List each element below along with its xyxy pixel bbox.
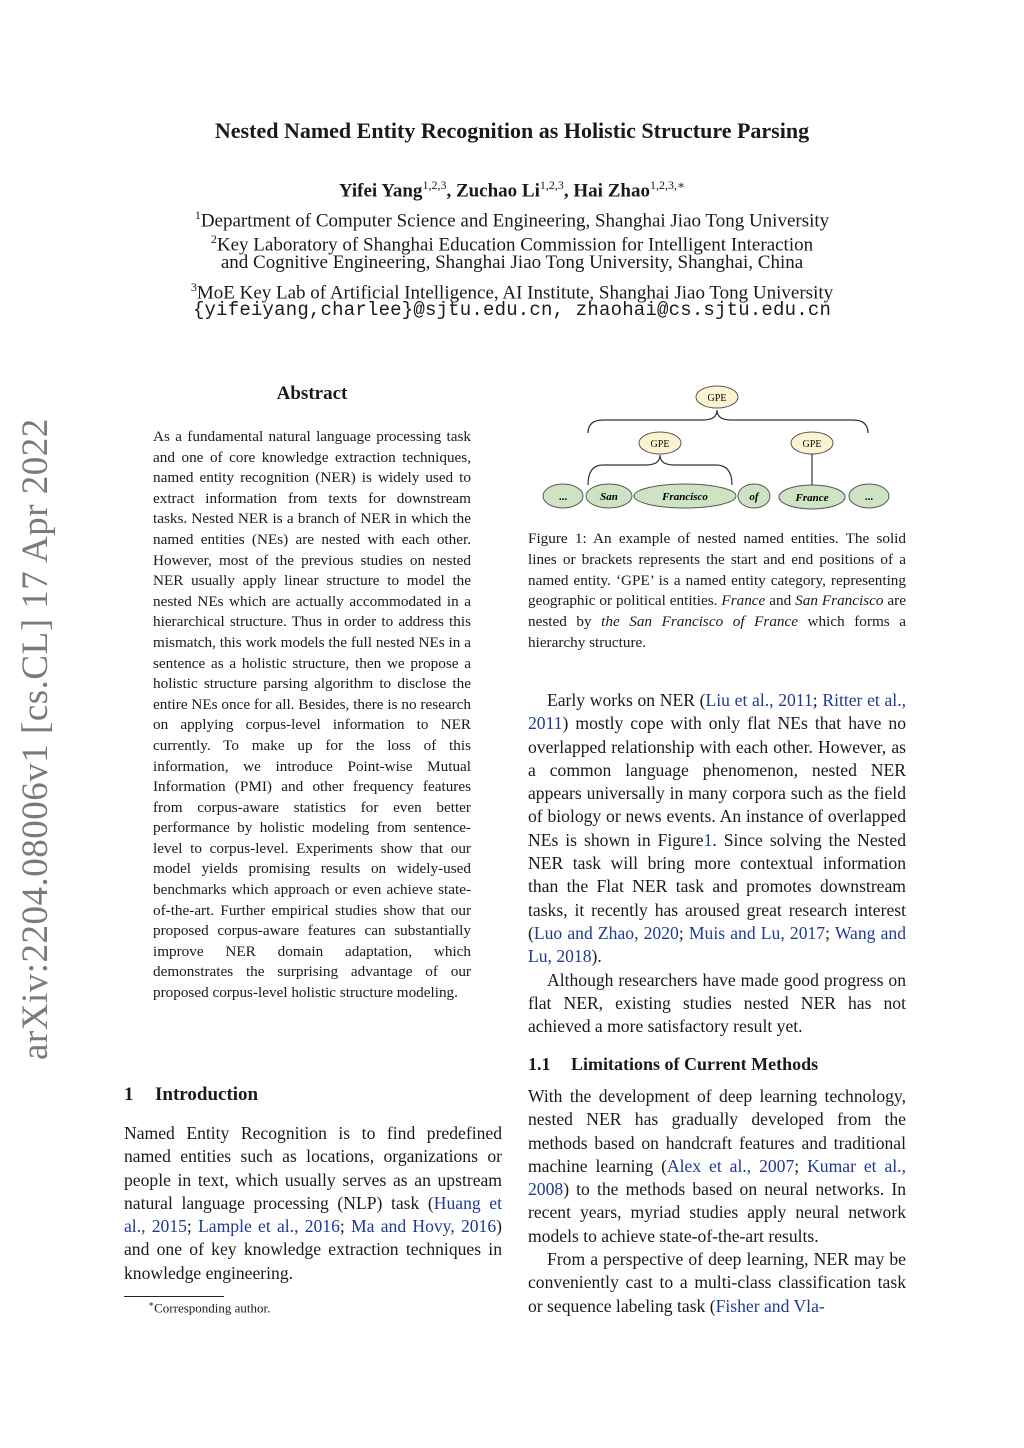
body-paragraph: With the development of deep learning technology, nested NER has gradually developed from the methods based on handcraft features and traditional machine learning (Alex et al., 2007; Kumar et al., 2008) to the methods based on neural networks. In recent years, myriad studies apply neural network models to achieve state-of-the-art results. <box>528 1086 906 1246</box>
arxiv-identifier: arXiv:2204.08006v1 [cs.CL] 17 Apr 2022 <box>15 418 56 1060</box>
affiliation-line: and Cognitive Engineering, Shanghai Jiao Tong University, Shanghai, China <box>220 252 804 273</box>
body-paragraph: From a perspective of deep learning, NER may be conveniently cast to a multi-class classification task or sequence labeling task (Fisher and Vla- <box>528 1249 906 1316</box>
citation-link[interactable]: Ritter et al., 2011 <box>528 690 906 734</box>
author-name: Hai Zhao <box>573 180 650 202</box>
author-emails: {yifeiyang,charlee}@sjtu.edu.cn, zhaohai@cs.sjtu.edu.cn <box>192 299 832 321</box>
token-label: France <box>795 492 829 504</box>
right-column-text <box>528 689 906 1038</box>
affiliation-line: $^3$MoE Key Lab of Artificial Intelligence, AI Institute, Shanghai Jiao Tong University <box>190 280 834 304</box>
affiliation-line: $^2$Key Laboratory of Shanghai Education Commission for Intelligent Interaction <box>210 232 814 256</box>
abstract-text: As a fundamental natural language processing task and one of core knowledge extraction techniques, named entity recognition (NER) is widely used to extract information from texts for downstream tasks. Nested NER is a branch of NER in which the named entities (NEs) are nested with each other. However, most of the previous studies on nested NER usually apply linear structure to model the nested NEs which are actually accommodated in a hierarchical structure. Thus in order to address this mismatch, this work models the full nested NEs in a sentence as a holistic structure, then we propose a holistic structure parsing algorithm to disclose the entire NEs once for all. Besides, there is no research on applying corpus-level information to NER currently. To make up for the loss of this information, we introduce Point-wise Mutual Information (PMI) and other frequency features from corpus-aware statistics for even better performance by holistic modeling from sentence-level to corpus-level. Experiments show that our model yields promising results on widely-used benchmarks which approach or even achieve state-of-the-art. Further empirical studies show that our proposed corpus-aware features can substantially improve NER domain adaptation, which demonstrates the surprising advantage of our proposed corpus-level holistic structure modeling. <box>153 428 471 1002</box>
abstract-heading: Abstract <box>276 383 348 404</box>
author-affil-marks: 1,2,3,∗ <box>649 178 686 192</box>
token-label: ... <box>558 491 568 503</box>
author-name: Yifei Yang <box>338 180 423 202</box>
citation-link[interactable]: Luo and Zhao, 2020 <box>533 922 679 943</box>
citation-link[interactable]: Liu et al., 2011 <box>705 690 813 710</box>
token-label: San <box>600 491 618 503</box>
figure-nested-entities <box>528 378 908 518</box>
author-affil-marks: 1,2,3 <box>539 178 564 192</box>
figure-ref-link[interactable]: 1 <box>703 829 713 850</box>
footnote-rule <box>124 1296 224 1297</box>
author-list: Yifei Yang$^{1,2,3}$, Zuchao Li$^{1,2,3}$, Hai Zhao$^{1,2,3,∗}$ <box>338 178 686 202</box>
introduction-paragraph: Named Entity Recognition is to find predefined named entities such as locations, organizations or people in text, which usually serves as an upstream natural language processing (NLP) task (Huang et al., 2015; Lample et al., 2016; Ma and Hovy, 2016) and one of key knowledge extraction techniques in knowledge engineering. <box>124 1123 502 1283</box>
brace-top <box>588 410 868 433</box>
token-label: Francisco <box>662 491 708 503</box>
citation-link[interactable]: Wang and Lu, 2018 <box>528 922 906 967</box>
citation-link[interactable]: Kumar et al., 2008 <box>528 1155 906 1200</box>
gpe-label: GPE <box>707 393 727 404</box>
footnote: ∗Corresponding author. <box>148 1299 271 1316</box>
citation-link[interactable]: Fisher and Vla- <box>715 1295 825 1316</box>
subsection-heading: 1.1 Limitations of Current Methods <box>528 1054 819 1074</box>
gpe-label: GPE <box>802 439 822 450</box>
affiliation-line: $^1$Department of Computer Science and Engineering, Shanghai Jiao Tong University <box>194 208 830 232</box>
body-paragraph: Although researchers have made good progress on flat NER, existing studies nested NER has not achieved a more satisfactory result yet. <box>528 969 906 1037</box>
token-label: of <box>749 491 759 503</box>
citation-link[interactable]: Huang et al., 2015 <box>124 1192 502 1237</box>
paper-title: Nested Named Entity Recognition as Holistic Structure Parsing <box>214 118 810 143</box>
figure-caption: Figure 1: An example of nested named entities. The solid lines or brackets represents the start and end positions of a named entity. ‘GPE’ is a named entity category, representing geographic or political entities. France and San Francisco are nested by the San Francisco of France which forms a hierarchy structure. <box>528 530 906 651</box>
citation-link[interactable]: Lample et al., 2016 <box>198 1216 340 1237</box>
author-name: Zuchao Li <box>455 180 540 202</box>
gpe-label: GPE <box>650 439 670 450</box>
section-heading-introduction: 1 Introduction <box>124 1084 259 1105</box>
brace-left <box>588 455 732 485</box>
body-paragraph: Early works on NER (Liu et al., 2011; Ritter et al., 2011) mostly cope with only flat NEs that have no overlapped relationship with each other. However, as a common language phenomenon, nested NER appears universally in many corpora such as the field of biology or news events. An instance of overlapped NEs is shown in Figure1. Since solving the Nested NER task will bring more contextual information than the Flat NER task and promotes downstream tasks, it recently has aroused great research interest (Luo and Zhao, 2020; Muis and Lu, 2017; Wang and Lu, 2018). <box>528 690 906 967</box>
citation-link[interactable]: Ma and Hovy, 2016 <box>351 1216 497 1237</box>
author-affil-marks: 1,2,3 <box>422 178 447 192</box>
citation-link[interactable]: Muis and Lu, 2017 <box>688 922 826 943</box>
citation-link[interactable]: Alex et al., 2007 <box>666 1155 795 1176</box>
token-label: ... <box>864 491 874 503</box>
right-column-text-2 <box>528 1085 906 1318</box>
